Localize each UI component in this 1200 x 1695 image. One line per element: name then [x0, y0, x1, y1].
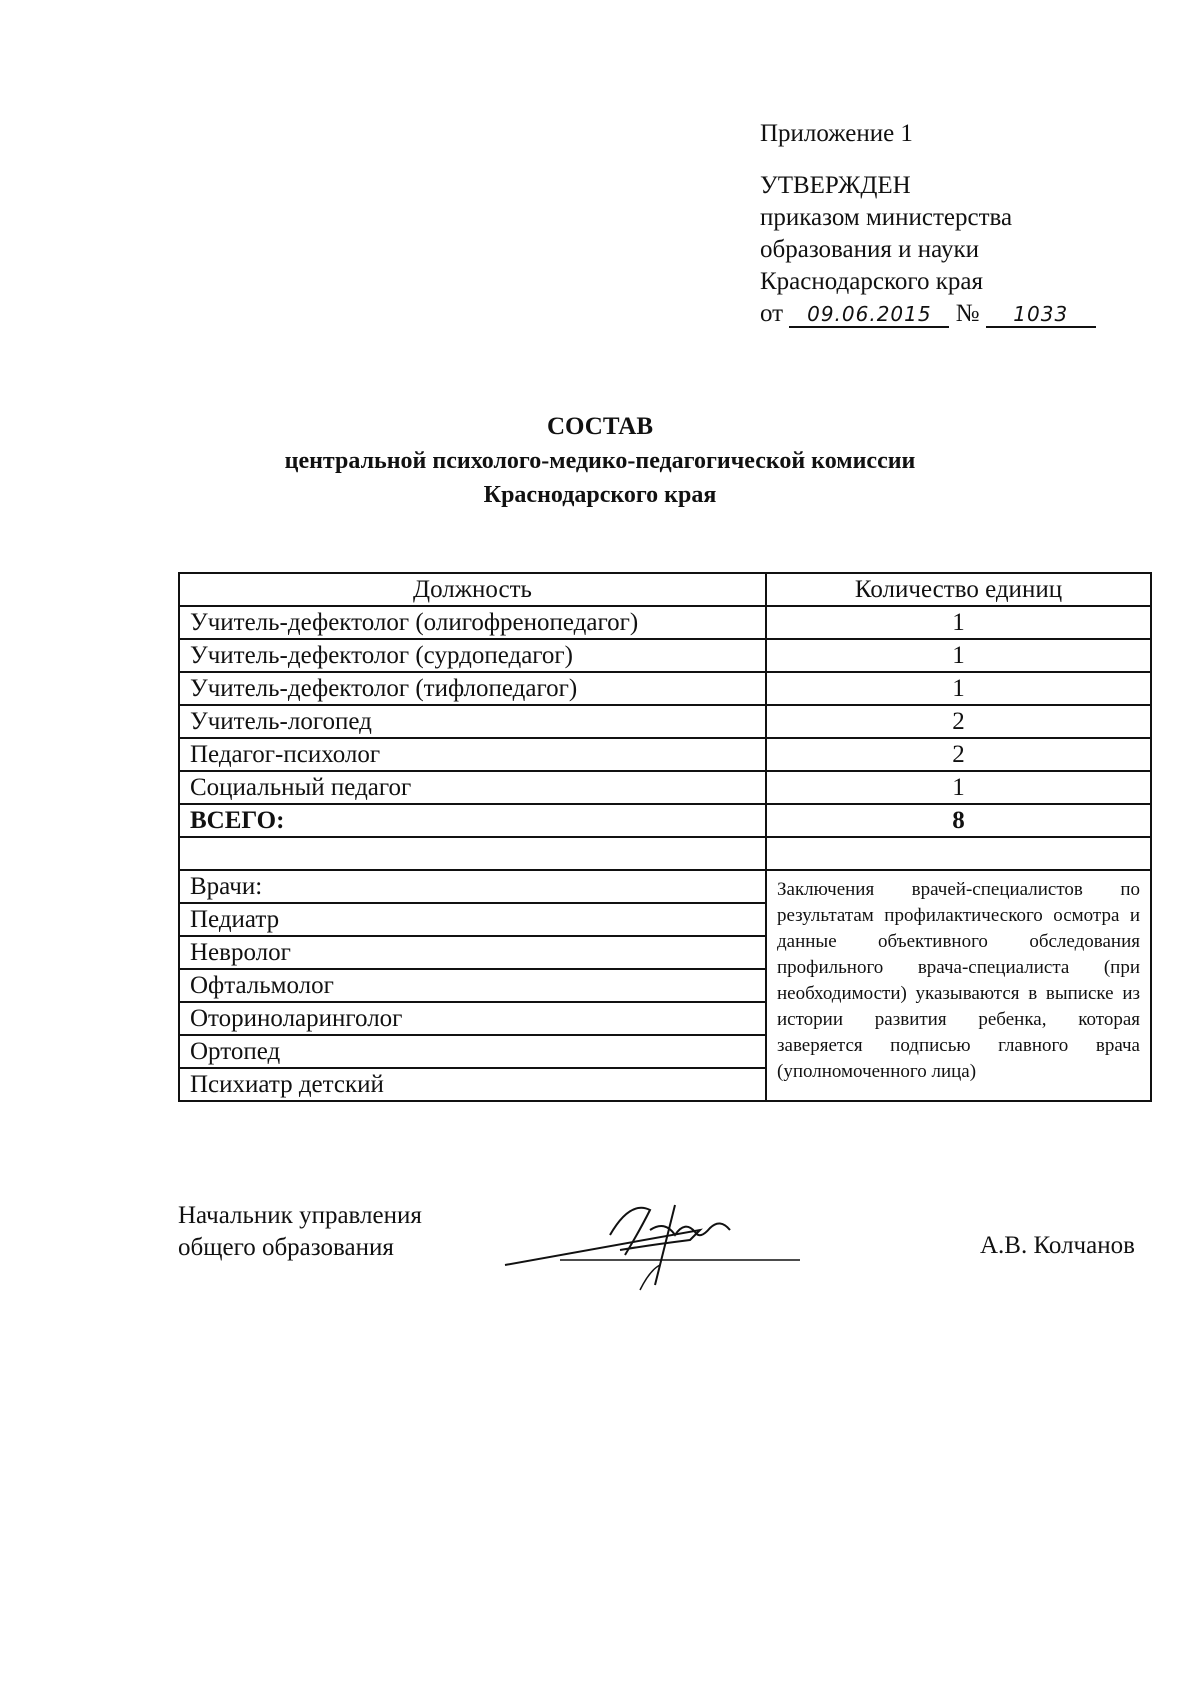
position-cell: Педагог-психолог [179, 738, 766, 771]
staff-table [178, 572, 1152, 1102]
position-cell: Учитель-дефектолог (сурдопедагог) [179, 639, 766, 672]
doctor-cell: Оториноларинголог [179, 1002, 766, 1035]
count-cell: 1 [766, 639, 1151, 672]
table-row [179, 672, 1151, 705]
table-row [179, 705, 1151, 738]
order-date-line [760, 298, 1096, 330]
count-cell: 1 [766, 672, 1151, 705]
title-main: СОСТАВ [546, 413, 654, 440]
header-position: Должность [179, 573, 766, 606]
blank-cell [179, 837, 766, 870]
approval-line-3: Краснодарского края [760, 268, 983, 295]
doctor-cell: Педиатр [179, 903, 766, 936]
doctors-note: Заключения врачей-специалистов по результатам профилактического осмотра и данные объективного обследования профильного врача-специалиста (при необходимости) указываются в выписке из истории развития ребенка, которая заверяется подписью главного врача (уполномоченного лица) [766, 870, 1151, 1101]
table-row [179, 771, 1151, 804]
table-row [179, 738, 1151, 771]
table-row [179, 639, 1151, 672]
total-row [179, 804, 1151, 837]
position-cell: Учитель-логопед [179, 705, 766, 738]
header-count: Количество единиц [766, 573, 1151, 606]
signer-name: А.В. Колчанов [980, 1232, 1135, 1259]
position-cell: Учитель-дефектолог (тифлопедагог) [179, 672, 766, 705]
title-line-3: Краснодарского края [483, 482, 717, 508]
total-label: ВСЕГО: [179, 804, 766, 837]
approval-block [760, 118, 1096, 330]
doctor-cell: Ортопед [179, 1035, 766, 1068]
doctor-cell: Психиатр детский [179, 1068, 766, 1101]
count-cell: 2 [766, 705, 1151, 738]
position-line-2: общего образования [178, 1234, 394, 1261]
approval-line-2: образования и науки [760, 236, 979, 263]
position-cell: Учитель-дефектолог (олигофренопедагог) [179, 606, 766, 639]
table-row [179, 606, 1151, 639]
title-line-2: центральной психолого-медико-педагогической комиссии [284, 448, 916, 474]
number-sign: № [955, 300, 980, 327]
count-cell: 2 [766, 738, 1151, 771]
count-cell: 1 [766, 771, 1151, 804]
position-cell: Социальный педагог [179, 771, 766, 804]
table-header-row [179, 573, 1151, 606]
order-date: 09.06.2015 [789, 302, 949, 328]
approved-label: УТВЕРЖДЕН [760, 172, 911, 199]
doctor-cell: Врачи: [179, 870, 766, 903]
blank-cell [766, 837, 1151, 870]
position-line-1: Начальник управления [178, 1202, 422, 1229]
doctor-cell: Невролог [179, 936, 766, 969]
handwritten-signature [500, 1190, 820, 1300]
signatory-position [178, 1200, 422, 1264]
date-prefix: от [760, 300, 784, 327]
total-value: 8 [766, 804, 1151, 837]
doctor-cell: Офтальмолог [179, 969, 766, 1002]
doctor-row [179, 870, 1151, 903]
appendix-label: Приложение 1 [760, 120, 913, 147]
document-title [0, 410, 1200, 512]
blank-row [179, 837, 1151, 870]
count-cell: 1 [766, 606, 1151, 639]
order-number: 1033 [986, 302, 1096, 328]
approval-line-1: приказом министерства [760, 204, 1013, 231]
